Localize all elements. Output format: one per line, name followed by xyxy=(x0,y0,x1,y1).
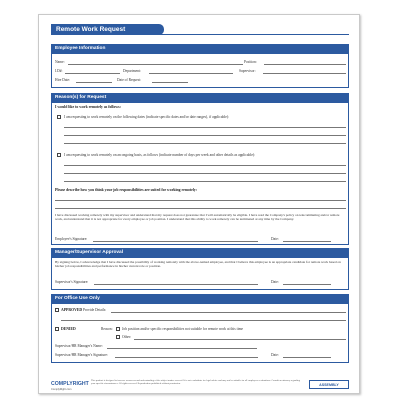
option-ongoing-line-3[interactable] xyxy=(64,181,346,182)
logo-subtext: ComplyRight.com xyxy=(51,388,72,391)
employee-statement: I have discussed working remotely with my supervisor and understand that my request does not guarantee that I will automatically be eligible. I have read the Company's policy on telecommuting and/or remote work, and understand that it is not appropriate for every employee or job position. I understand that this ability to work remotely can be terminated at any time by the Company. xyxy=(55,213,340,222)
employee-signature-label: Employee's Signature: xyxy=(55,237,88,241)
option-ongoing-label: I am requesting to work remotely on an ongoing basis, as follows (indicate number of days per week and other details as applicable): xyxy=(64,152,256,157)
denied-label: DENIED xyxy=(61,326,76,331)
supervisor-date-field[interactable] xyxy=(283,284,331,285)
name-label: Name: xyxy=(55,60,65,64)
supervisor-signature-label: Supervisor's Signature: xyxy=(55,280,89,284)
manager-statement: By signing below, I acknowledge that I have discussed the possibility of working remotely with the above-named employee, and that I believe this employee is an appropriate candidate for remote work based on his/her job responsibilities and performance in his/her current role or position. xyxy=(55,260,341,269)
supervisor-signature-field[interactable] xyxy=(94,284,258,285)
denied-checkbox[interactable] xyxy=(55,327,59,331)
date-of-request-field[interactable] xyxy=(152,82,188,83)
section-office-header: For Office Use Only xyxy=(51,294,349,303)
hire-date-field[interactable] xyxy=(76,82,112,83)
section-employee-header: Employee Information xyxy=(51,44,349,53)
name-field[interactable] xyxy=(68,64,243,65)
title-rule xyxy=(51,34,349,35)
suited-prompt: Please describe how you think your job responsibilities are suited for working remotely: xyxy=(55,188,198,192)
hr-name-field[interactable] xyxy=(107,348,257,349)
department-field[interactable] xyxy=(149,73,233,74)
employee-date-field[interactable] xyxy=(283,241,331,242)
form-sheet xyxy=(38,14,360,394)
provide-details-line-1[interactable] xyxy=(111,312,346,313)
suited-line-1[interactable] xyxy=(55,200,346,201)
id-field[interactable] xyxy=(65,73,120,74)
hire-date-label: Hire Date: xyxy=(55,78,71,82)
supervisor-label: Supervisor: xyxy=(239,69,256,73)
section-manager-header: Manager/Supervisor Approval xyxy=(51,248,349,257)
employee-date-label: Date: xyxy=(271,237,279,241)
approved-label: APPROVED xyxy=(61,307,83,312)
department-label: Department: xyxy=(123,69,141,73)
provide-details-line-2[interactable] xyxy=(61,320,346,321)
id-label: I.D#: xyxy=(55,69,63,73)
date-of-request-label: Date of Request: xyxy=(117,78,142,82)
supervisor-field[interactable] xyxy=(263,73,346,74)
option-ongoing-checkbox[interactable] xyxy=(57,153,61,157)
option-dates-line-2[interactable] xyxy=(64,135,346,136)
reason-other-field[interactable] xyxy=(134,339,346,340)
footer-disclaimer: This product is designed to increase awareness and understanding of the subject matter covered. It is not a substitute for legal advice and may not be suitable for all employers or situations. Consult an attorney regarding your specific circumstances. All rights reserved. Reproduction prohibited without permission. xyxy=(91,379,300,385)
complyright-logo xyxy=(51,381,89,391)
suited-line-2[interactable] xyxy=(55,208,346,209)
option-dates-line-3[interactable] xyxy=(64,143,346,144)
option-dates-checkbox[interactable] xyxy=(57,115,61,119)
hr-date-field[interactable] xyxy=(283,357,331,358)
hr-name-label: Supervisor/HR Manager's Name: xyxy=(55,344,103,348)
employee-signature-field[interactable] xyxy=(93,241,258,242)
reason-job-checkbox[interactable] xyxy=(116,327,120,331)
reason-label: Reason: xyxy=(101,326,113,331)
provide-details-label: Provide Details: xyxy=(83,307,107,312)
logo-text: COMPLYRIGHT xyxy=(51,381,89,387)
hr-signature-label: Supervisor/HR Manager's Signature: xyxy=(55,353,108,357)
hr-date-label: Date: xyxy=(271,353,279,357)
reason-other-checkbox[interactable] xyxy=(116,335,120,339)
option-ongoing-line-1[interactable] xyxy=(64,165,346,166)
supervisor-date-label: Date: xyxy=(271,280,279,284)
footer-badge: ASSEMBLY xyxy=(309,380,349,389)
approved-checkbox[interactable] xyxy=(55,308,59,312)
section-reasons-header: Reason(s) for Request xyxy=(51,93,349,102)
reason-job-label: Job position and/or specific responsibilities not suitable for remote work at this time xyxy=(122,326,243,331)
option-ongoing-line-2[interactable] xyxy=(64,173,346,174)
form-title: Remote Work Request xyxy=(51,24,164,35)
option-dates-label: I am requesting to work remotely on the following dates (indicate specific dates and/or date ranges), if applicable): xyxy=(64,114,230,119)
reasons-intro: I would like to work remotely as follows: xyxy=(55,105,121,109)
position-label: Position: xyxy=(244,60,257,64)
reason-other-label: Other: xyxy=(122,334,132,339)
option-dates-line-1[interactable] xyxy=(64,127,346,128)
hr-signature-field[interactable] xyxy=(115,357,258,358)
position-field[interactable] xyxy=(264,64,346,65)
